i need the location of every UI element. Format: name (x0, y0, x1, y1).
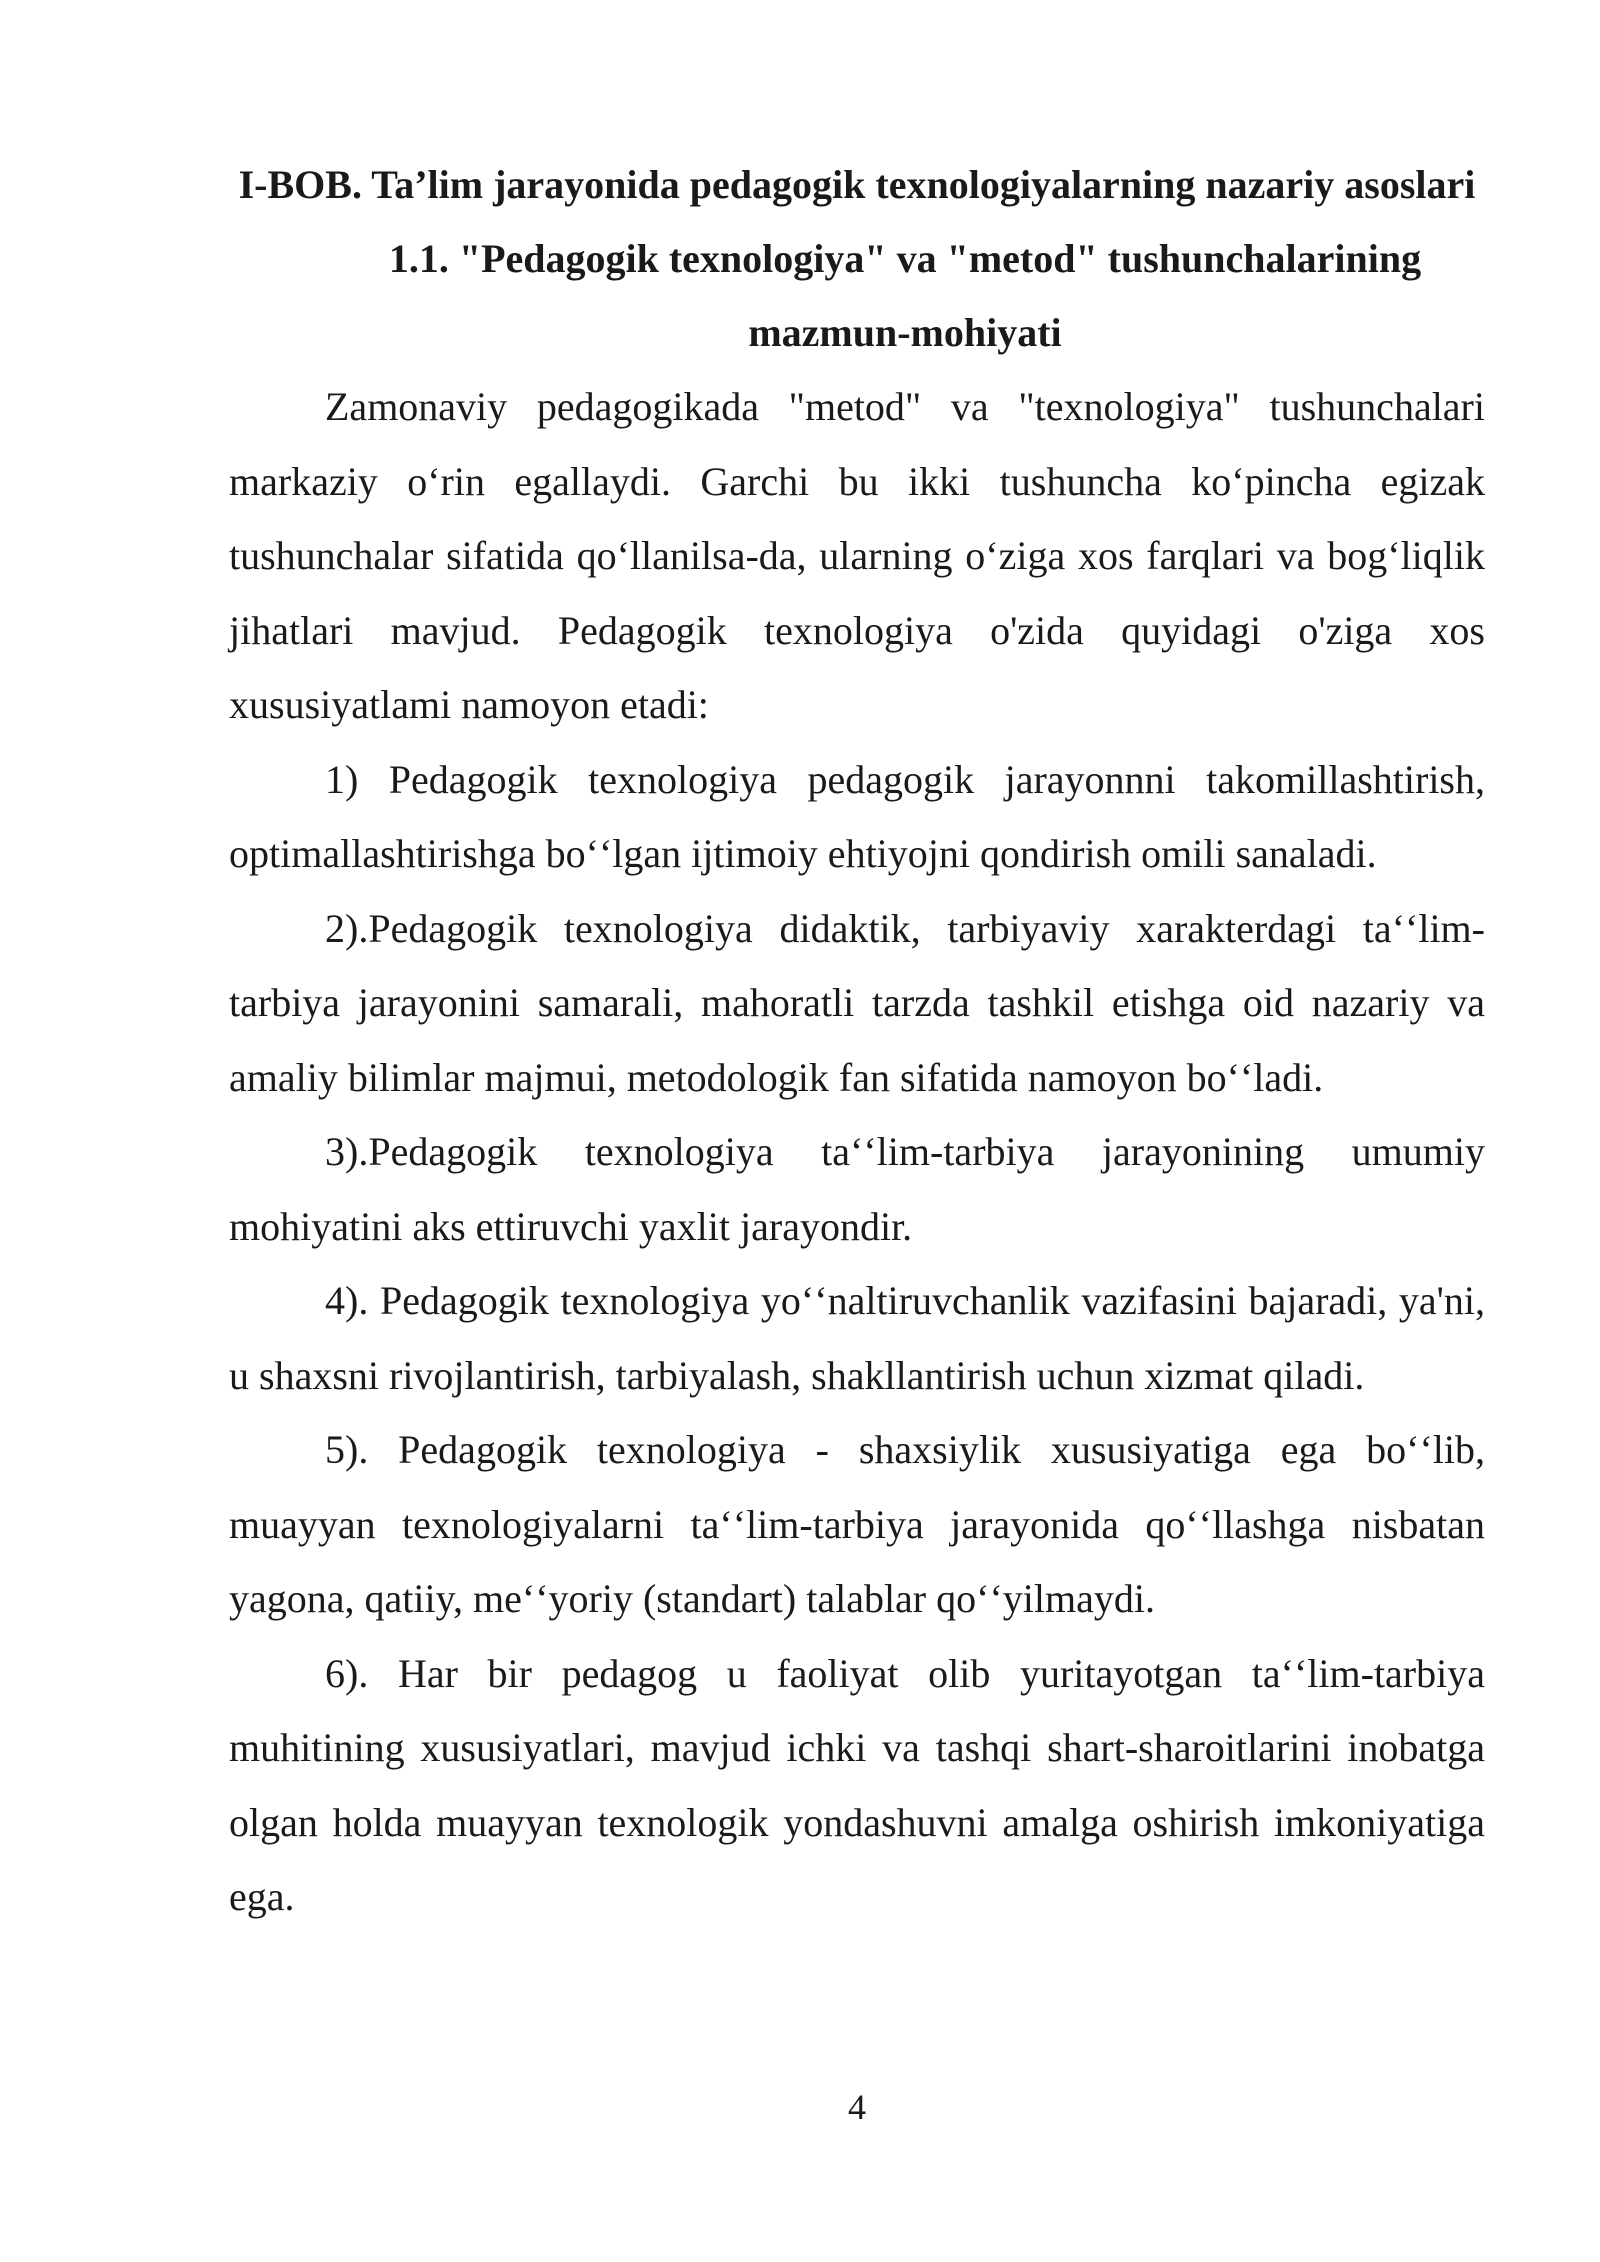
paragraph-item-5: 5). Pedagogik texnologiya - shaxsiylik xususiyatiga ega boʻʻlib, muayyan texnologiyalarni taʻʻlim-tarbiya jarayonida qoʻʻllashga nisbatan yagona, qatiiy, meʻʻyoriy (standart) talablar qoʻʻyilmaydi. (229, 1427, 1485, 1621)
section-title: 1.1. "Pedagogik texnologiya" va "metod" tushunchalarining mazmun-mohiyati (388, 236, 1422, 355)
page-number: 4 (848, 2087, 866, 2127)
paragraph-item-3: 3).Pedagogik texnologiya taʻʻlim-tarbiya jarayonining umumiy mohiyatini aks ettiruvchi yaxlit jarayondir. (229, 1129, 1485, 1249)
page-content (229, 148, 1485, 1935)
paragraph-intro: Zamonaviy pedagogikada "metod" va "texnologiya" tushunchalari markaziy oʻrin egallaydi. Garchi bu ikki tushuncha koʻpincha egizak tushunchalar sifatida qoʻllanilsa-da, ularning oʻziga xos farqlari va bogʻliqlik jihatlari mavjud. Pedagogik texnologiya o'zida quyidagi o'ziga xos xususiyatlami namoyon etadi: (229, 384, 1485, 727)
paragraph-item-6: 6). Har bir pedagog u faoliyat olib yuritayotgan taʻʻlim-tarbiya muhitining xususiyatlari, mavjud ichki va tashqi shart-sharoitlarini inobatga olgan holda muayyan texnologik yondashuvni amalga oshirish imkoniyatiga ega. (229, 1650, 1485, 1919)
paragraph-item-1: 1) Pedagogik texnologiya pedagogik jarayonnni takomillashtirish, optimallashtirishga boʻʻlgan ijtimoiy ehtiyojni qondirish omili sanaladi. (229, 756, 1485, 876)
paragraph-item-4: 4). Pedagogik texnologiya yoʻʻnaltiruvchanlik vazifasini bajaradi, ya'ni, u shaxsni rivojlantirish, tarbiyalash, shakllantirish uchun xizmat qiladi. (229, 1278, 1485, 1398)
chapter-title: I-BOB. Ta’lim jarayonida pedagogik texnologiyalarning nazariy asoslari (238, 162, 1476, 207)
paragraph-item-2: 2).Pedagogik texnologiya didaktik, tarbiyaviy xarakterdagi taʻʻlim-tarbiya jarayonini samarali, mahoratli tarzda tashkil etishga oid nazariy va amaliy bilimlar majmui, metodologik fan sifatida namoyon boʻʻladi. (229, 905, 1485, 1100)
